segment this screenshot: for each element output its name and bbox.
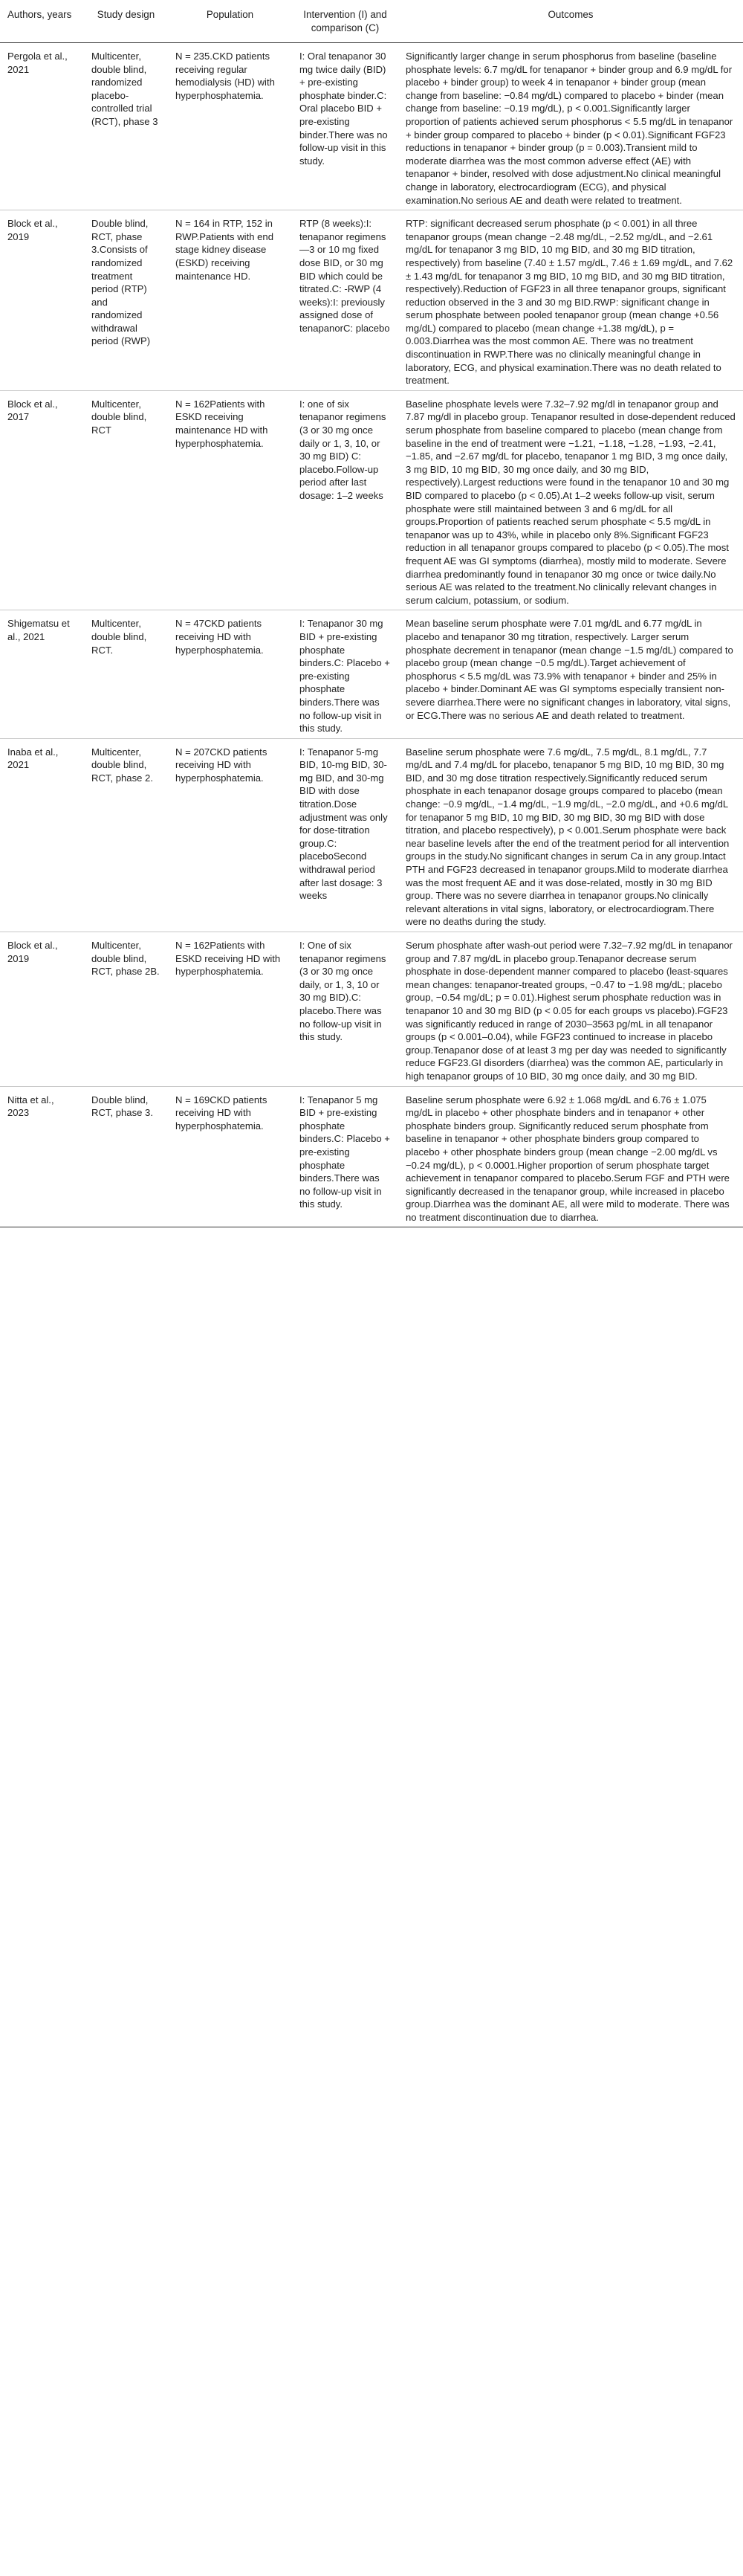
cell-intervention: I: Tenapanor 5 mg BID + pre-existing phosphate binders.C: Placebo + pre-existing phosphate binders.There was no follow-up visit in this study. (292, 1086, 398, 1227)
table-row (0, 43, 743, 210)
cell-population: N = 169CKD patients receiving HD with hyperphosphatemia. (168, 1086, 292, 1227)
cell-population: N = 207CKD patients receiving HD with hyperphosphatemia. (168, 738, 292, 932)
cell-intervention: I: One of six tenapanor regimens (3 or 30 mg once daily, or 1, 3, 10 or 30 mg BID).C: placebo.There was no follow-up visit in this study. (292, 932, 398, 1087)
studies-table (0, 0, 743, 1227)
cell-study-design: Double blind, RCT, phase 3. (84, 1086, 168, 1227)
cell-authors: Inaba et al., 2021 (0, 738, 84, 932)
cell-outcomes: Baseline serum phosphate were 7.6 mg/dL, 7.5 mg/dL, 8.1 mg/dL, 7.7 mg/dL and 7.4 mg/dL for placebo, tenapanor 5 mg BID, 10 mg BID, 30 mg BID, and 30 mg dose titration respectively.Significantly reduced serum phosphate in each tenapanor dosage groups compared to placebo (mean change: −0.9 mg/dL, −1.4 mg/dL, −1.9 mg/dL, −2.0 mg/dL, and +0.6 mg/dL for tenapanor 5 mg BID, 10 mg BID, 30 mg BID, 30 mg BID with dose titration, and placebo respectively), p < 0.001.Serum phosphate were back near baseline levels after the end of the treatment period for all intervention groups in the study.No significant changes in serum Ca in any group.Intact PTH and FGF23 decreased in tenapanor groups.Mild to moderate diarrhea was the most frequent AE and it was dose-related, mostly in 30 mg BID group. There was no severe diarrhea in tenapanor groups.No clinically relevant alterations in vital signs, laboratory, or electrocardiogram.There were no deaths during the study. (398, 738, 743, 932)
header-intervention: Intervention (I) and comparison (C) (292, 0, 398, 43)
cell-authors: Nitta et al., 2023 (0, 1086, 84, 1227)
cell-population: N = 164 in RTP, 152 in RWP.Patients with end stage kidney disease (ESKD) receiving maintenance HD. (168, 210, 292, 391)
cell-authors: Shigematsu et al., 2021 (0, 610, 84, 738)
table-header (0, 0, 743, 43)
cell-population: N = 162Patients with ESKD receiving maintenance HD with hyperphosphatemia. (168, 390, 292, 610)
cell-study-design: Multicenter, double blind, RCT, phase 2B. (84, 932, 168, 1087)
cell-study-design: Multicenter, double blind, randomized placebo-controlled trial (RCT), phase 3 (84, 43, 168, 210)
cell-authors: Block et al., 2017 (0, 390, 84, 610)
cell-study-design: Multicenter, double blind, RCT, phase 2. (84, 738, 168, 932)
cell-outcomes: Baseline phosphate levels were 7.32–7.92 mg/dl in tenapanor group and 7.87 mg/dl in placebo group. Tenapanor resulted in dose-dependent reduced serum phosphate from baseline compared to placebo (mean change from baseline in the end of treatment were −1.21, −1.18, −1.28, −1.93, −2.41, −1.85, and −2.67 mg/dL for placebo, tenapanor 1 mg BID, 3 mg once daily, 3 mg BID, 10 mg BID, 30 mg once daily, and 30 mg BID, respectively).Largest reductions were found in the tenapanor 10 and 30 mg BID compared to placebo (p < 0.05).At 1–2 weeks follow-up visit, serum phosphate were still maintained between 3 and 6 mg/dL for all groups.Proportion of patients reached serum phosphate < 5.5 mg/dL in tenapanor was up to 43%, while in placebo only 8%.Significant FGF23 reduction in all tenapanor groups compared to placebo (p < 0.05).The most frequent AE was GI symptoms (diarrhea), mostly mild to moderate. Severe diarrhea predominantly found in tenapanor 30 mg once or twice daily.No serious AE was related to the treatment.No clinically relevant changes in serum calcium, potassium, or sodium. (398, 390, 743, 610)
cell-authors: Block et al., 2019 (0, 210, 84, 391)
table-body (0, 43, 743, 1227)
header-study-design: Study design (84, 0, 168, 43)
cell-study-design: Multicenter, double blind, RCT. (84, 610, 168, 738)
table-row (0, 390, 743, 610)
cell-outcomes: Serum phosphate after wash-out period were 7.32–7.92 mg/dL in tenapanor group and 7.87 mg/dL in placebo group.Tenapanor decrease serum phosphate in dose-dependent manner compared to placebo (least-squares mean changes: tenapanor-treated groups, −0.47 to −1.98 mg/dL; placebo group, −0.54 mg/dL; p = 0.01).Highest serum phosphate reduction was in tenapanor 10 and 30 mg BID (p < 0.05 for each groups vs placebo).FGF23 was significantly reduced in range of 2030–3563 pg/mL in all tenapanor groups (p < 0.001–0.04), while FGF23 continued to increase in placebo group.Tenapanor dose of at least 3 mg per day was needed to significantly reduce FGF23.GI disorders (diarrhea) was the common AE, particularly in high tenapanor groups of 10 BID, 30 mg once daily, and 30 mg BID. (398, 932, 743, 1087)
cell-outcomes: Mean baseline serum phosphate were 7.01 mg/dL and 6.77 mg/dL in placebo and tenapanor 30 mg titration, respectively. Larger serum phosphate decrement in tenapanor (mean change −1.5 mg/dL) compared to placebo group (mean change −0.5 mg/dL).Target achievement of phosphorus < 5.5 mg/dL was 73.9% with tenapanor + binder and 25% in placebo + binder.Dominant AE was GI symptoms especially transient non-severe diarrhea.There were no significant changes in laboratory, vital signs, or ECG.There was no serious AE and death related to treatment. (398, 610, 743, 738)
cell-outcomes: RTP: significant decreased serum phosphate (p < 0.001) in all three tenapanor groups (mean change −2.48 mg/dL, −2.52 mg/dL, and −2.61 mg/dL for tenapanor 3 mg BID, 10 mg BID, and 30 mg BID titration, respectively) from baseline (7.40 ± 1.57 mg/dL, 7.46 ± 1.69 mg/dL, and 7.62 ± 1.43 mg/dL for tenapanor 3 mg BID, 10 mg BID, and 30 mg BID titration, respectively).Reduction of FGF23 in all three tenapanor groups, significant reduction observed in the 3 and 30 mg BID.RWP: significant change in serum phosphate between pooled tenapanor group (mean change +0.56 mg/dL) compared to placebo (mean change +1.38 mg/dL), p = 0.003.Diarrhea was the most common AE. There was no treatment discontinuation in RWP.There was no clinically meaningful change in laboratory, ECG, and physical examination.There was no death related to treatment. (398, 210, 743, 391)
cell-population: N = 162Patients with ESKD receiving HD with hyperphosphatemia. (168, 932, 292, 1087)
table-row (0, 210, 743, 391)
cell-authors: Pergola et al., 2021 (0, 43, 84, 210)
table-row (0, 932, 743, 1087)
table-row (0, 738, 743, 932)
cell-intervention: I: Tenapanor 5-mg BID, 10-mg BID, 30-mg BID, and 30-mg BID with dose titration.Dose adjustment was only for dose-titration group.C: placeboSecond withdrawal period after last dosage: 3 weeks (292, 738, 398, 932)
header-outcomes: Outcomes (398, 0, 743, 43)
cell-authors: Block et al., 2019 (0, 932, 84, 1087)
header-authors: Authors, years (0, 0, 84, 43)
table-row (0, 610, 743, 738)
cell-intervention: RTP (8 weeks):I: tenapanor regimens—3 or 10 mg fixed dose BID, or 30 mg BID which could be titrated.C: -RWP (4 weeks):I: previously assigned dose of tenapanorC: placebo (292, 210, 398, 391)
cell-study-design: Double blind, RCT, phase 3.Consists of randomized treatment period (RTP) and randomized withdrawal period (RWP) (84, 210, 168, 391)
cell-intervention: I: Tenapanor 30 mg BID + pre-existing phosphate binders.C: Placebo + pre-existing phosphate binders.There was no follow-up visit in this study. (292, 610, 398, 738)
cell-population: N = 47CKD patients receiving HD with hyperphosphatemia. (168, 610, 292, 738)
cell-intervention: I: Oral tenapanor 30 mg twice daily (BID) + pre-existing phosphate binder.C: Oral placebo BID + pre-existing binder.There was no follow-up visit in this study. (292, 43, 398, 210)
table-row (0, 1086, 743, 1227)
cell-intervention: I: one of six tenapanor regimens (3 or 30 mg once daily or 1, 3, 10, or 30 mg BID) C: placebo.Follow-up period after last dosage: 1–2 weeks (292, 390, 398, 610)
cell-outcomes: Significantly larger change in serum phosphorus from baseline (baseline phosphate levels: 6.7 mg/dL for tenapanor + binder group and 6.9 mg/dL for placebo + binder group) to week 4 in tenapanor + binder group (mean change from baseline: −0.84 mg/dL) compared to placebo + binder (mean change from baseline: −0.19 mg/dL), p < 0.001.Significantly larger proportion of patients achieved serum phosphorus < 5.5 mg/dL in tenapanor + binder group compared to placebo + binder (p < 0.01).Significant FGF23 reductions in tenapanor + binder group (p = 0.003).Transient mild to moderate diarrhea was the most common adverse effect (AE) with tenapanor + binder, resolved with dose adjustment.No clinical meaningful change in laboratory, electrocardiogram (ECG), and physical examination.No serious AE and death were related to treatment. (398, 43, 743, 210)
header-population: Population (168, 0, 292, 43)
header-row (0, 0, 743, 43)
cell-population: N = 235.CKD patients receiving regular hemodialysis (HD) with hyperphosphatemia. (168, 43, 292, 210)
cell-outcomes: Baseline serum phosphate were 6.92 ± 1.068 mg/dL and 6.76 ± 1.075 mg/dL in placebo + other phosphate binders and in tenapanor + other phosphate binders group. Significantly reduced serum phosphate from baseline in tenapanor + other phosphate binders group compared to placebo + other phosphate binders group (mean change −2.00 mg/dL vs −0.24 mg/dL), p < 0.0001.Higher proportion of serum phosphate target achievement in tenapanor compared to placebo.Serum FGF and PTH were significantly decreased in the tenapanor group, while increased in placebo group.Diarrhea was the dominant AE, all were mild to moderate. There was no treatment discontinuation due to diarrhea. (398, 1086, 743, 1227)
cell-study-design: Multicenter, double blind, RCT (84, 390, 168, 610)
